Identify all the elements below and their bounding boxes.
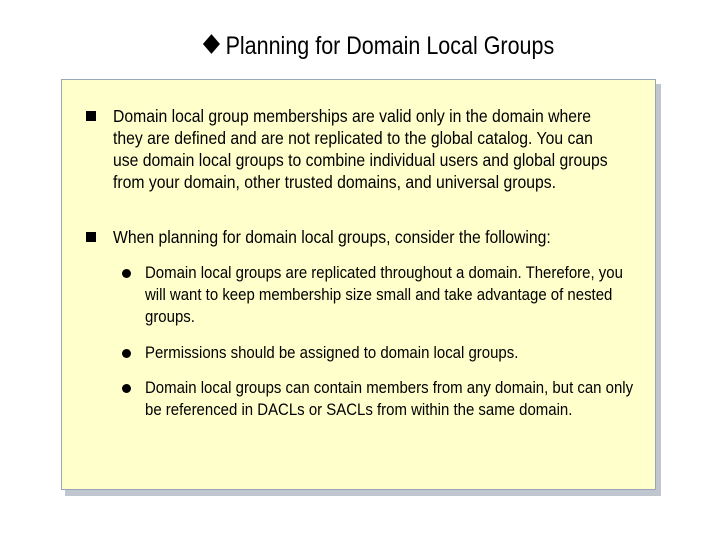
slide-title-text: Planning for Domain Local Groups [225, 32, 555, 60]
square-bullet-icon [86, 111, 96, 121]
diamond-icon [203, 34, 220, 54]
sub-bullet-text: Permissions should be assigned to domain local groups. [145, 343, 519, 362]
square-bullet-icon [86, 232, 96, 242]
sub-bullet-text: Domain local groups are replicated throughout a domain. Therefore, you will want to keep membership size small and take advantage of nested groups. [145, 263, 623, 326]
round-bullet-icon [122, 269, 131, 278]
round-bullet-icon [122, 384, 131, 393]
sub-bullet-text: Domain local groups can contain members from any domain, but can only be referenced in DACLs or SACLs from within the same domain. [145, 378, 634, 419]
bullet-text: Domain local group memberships are valid only in the domain where they are defined and are not replicated to the global catalog. You can use domain local groups to combine individual users and global groups from your domain, other trusted domains, and universal groups. [113, 106, 608, 192]
slide-title [53, 30, 707, 62]
round-bullet-icon [122, 349, 131, 358]
bullet-text: When planning for domain local groups, consider the following: [113, 227, 551, 247]
